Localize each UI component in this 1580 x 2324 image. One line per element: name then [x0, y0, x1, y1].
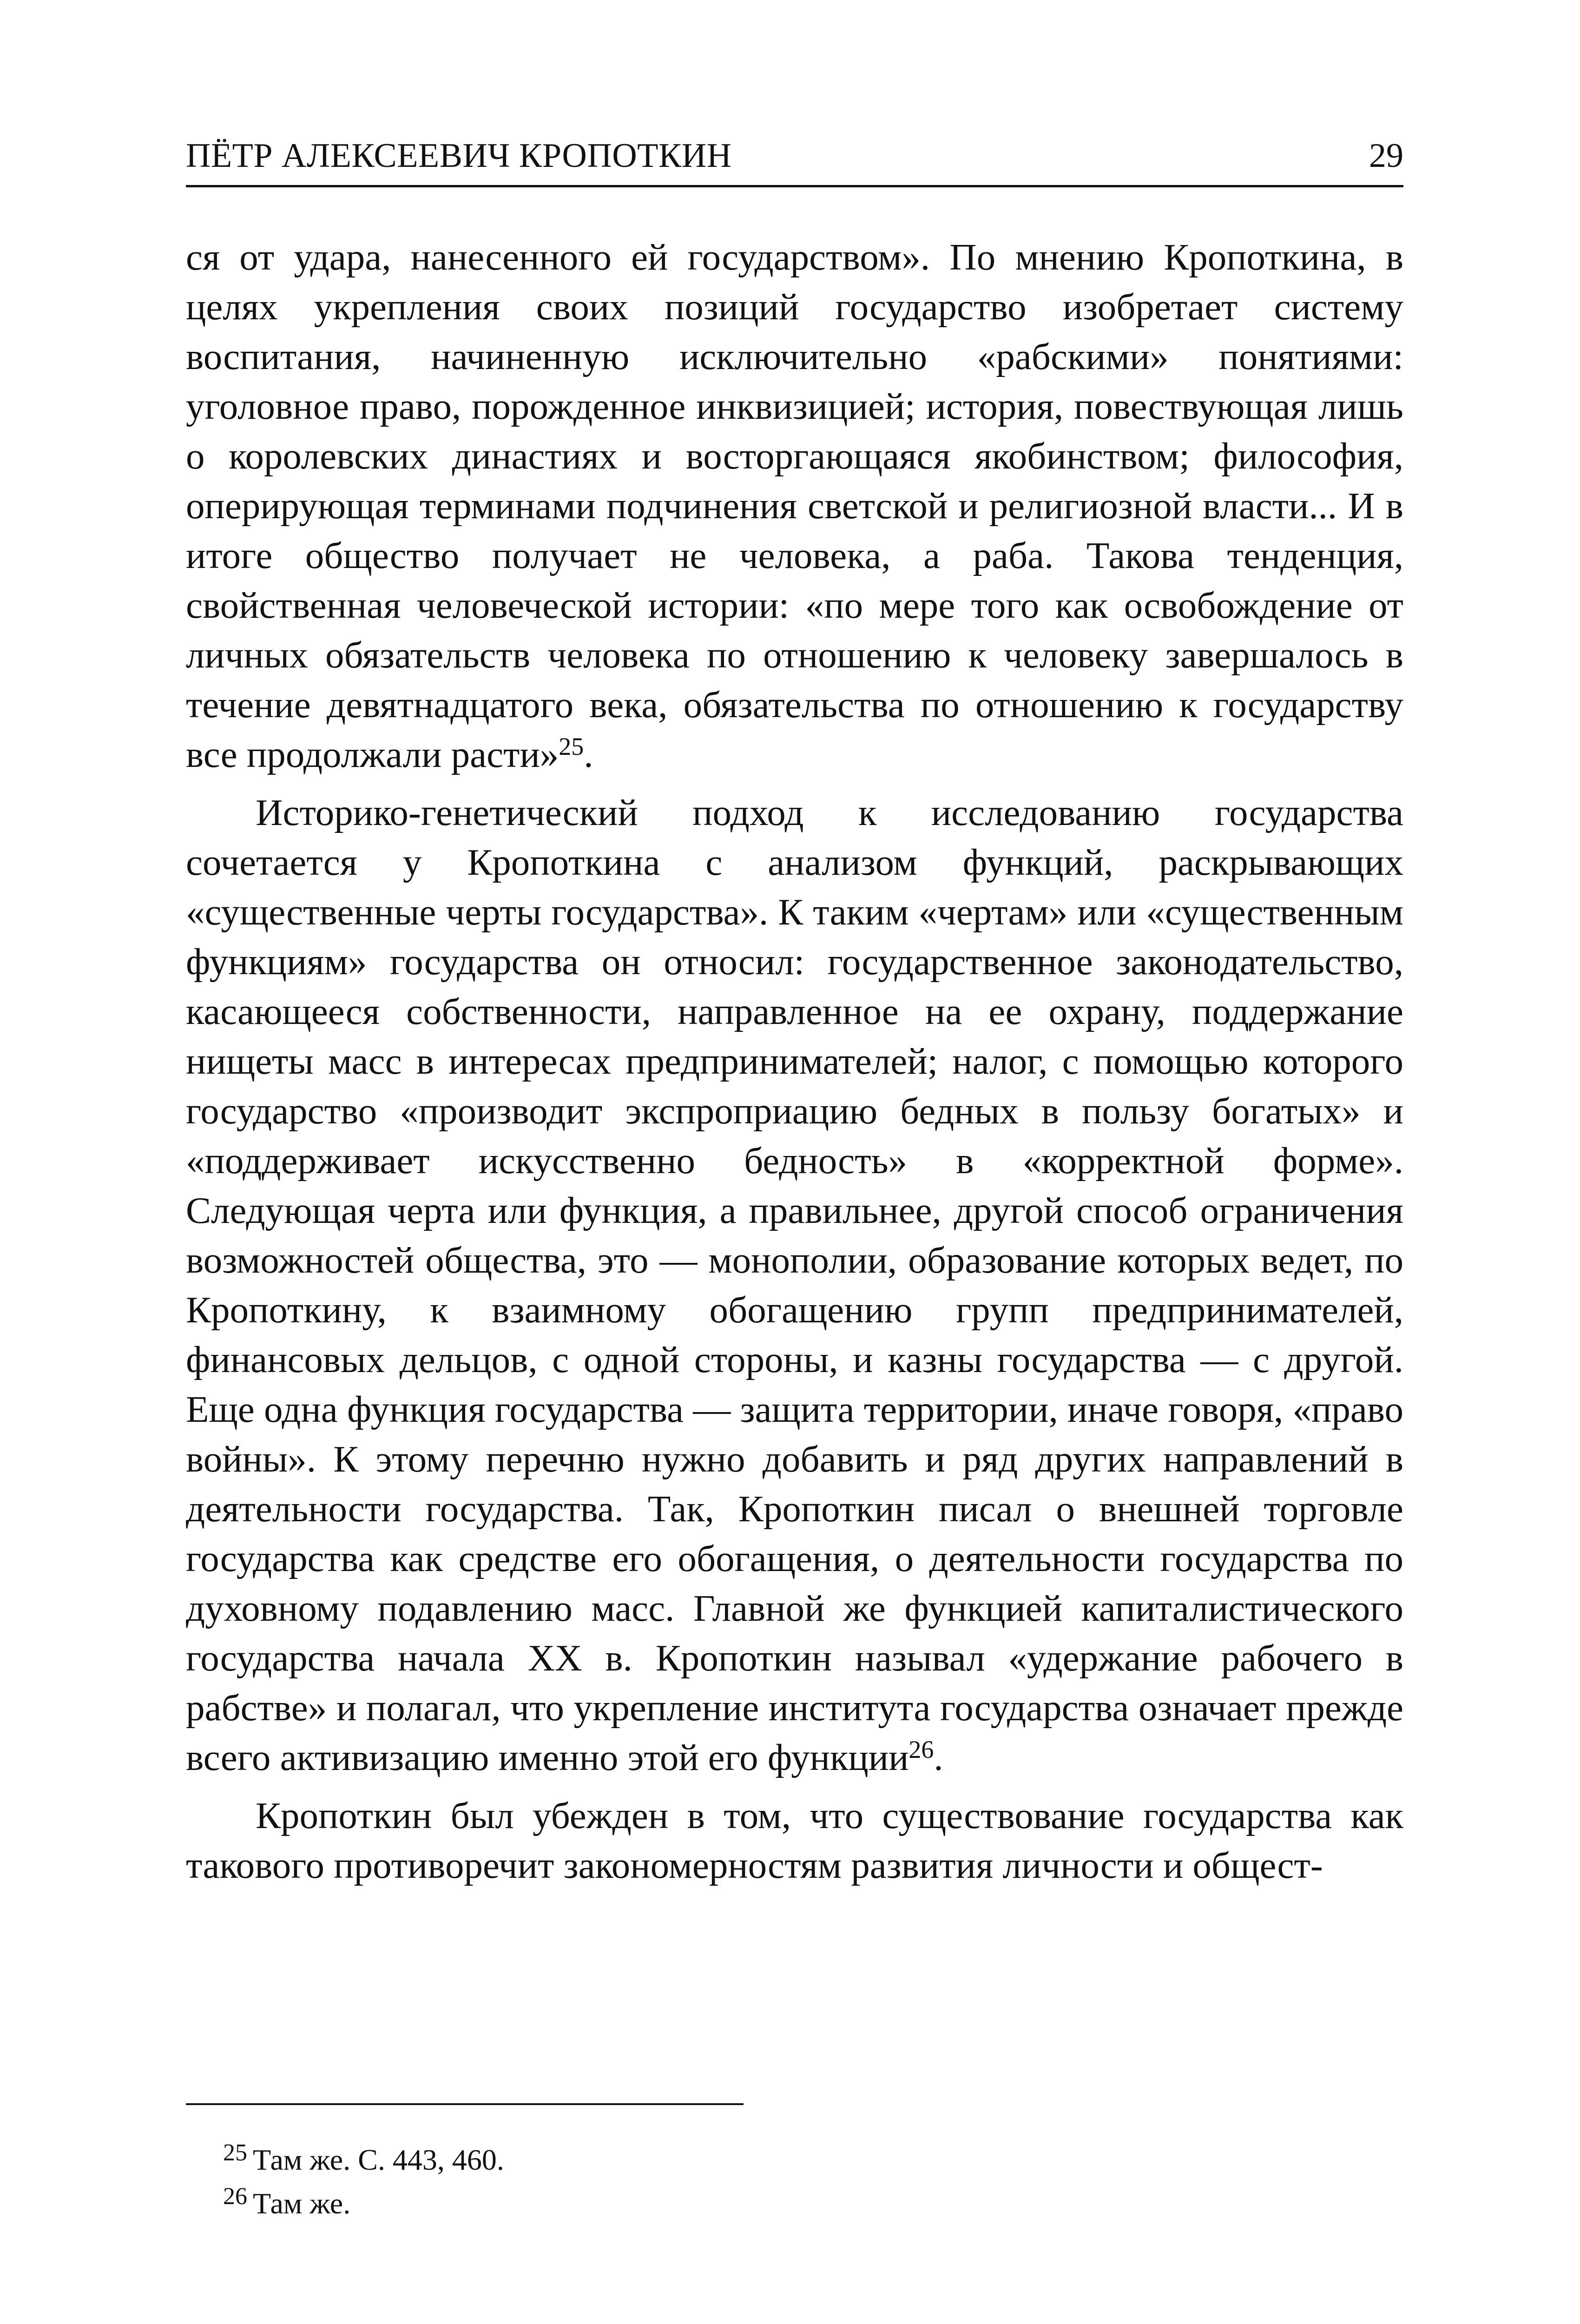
footnote-number: 26 [223, 2183, 247, 2210]
footnote-26 [223, 2182, 1403, 2225]
running-title: ПЁТР АЛЕКСЕЕВИЧ КРОПОТКИН [186, 137, 732, 175]
footnote-text: Там же. С. 443, 460. [253, 2143, 504, 2176]
page-number: 29 [1369, 137, 1403, 175]
header-rule [186, 185, 1403, 187]
main-text [186, 232, 1403, 1890]
running-header [186, 125, 1403, 186]
paragraph-2 [186, 788, 1403, 1783]
footnote-text: Там же. [253, 2187, 351, 2220]
footnote-ref-25[interactable]: 25 [559, 733, 584, 760]
footnote-number: 25 [223, 2139, 247, 2166]
paragraph-1-text: ся от удара, нанесенного ей государством». По мнению Кропоткина, в целях укрепления своих позиций государство изобретает систему воспитания, начиненную исключительно «рабскими» понятиями: уголовное право, порожденное инквизицией; история, повествующая лишь о королевских династиях и восторгающаяся якобинством; философия, оперирующая терминами подчинения светской и религиозной власти... И в итоге общество получает не человека, а раба. Такова тенденция, свойственная человеческой истории: «по мере того как освобождение от личных обязательств человека по отношению к человеку завершалось в течение девятнадцатого века, обязательства по отношению к государству все продолжали расти» [186, 236, 1403, 775]
footnote-25 [223, 2138, 1403, 2182]
footnotes [223, 2138, 1403, 2225]
footnote-ref-26[interactable]: 26 [908, 1736, 934, 1763]
paragraph-1-tail: . [584, 733, 593, 775]
paragraph-2-text: Историко-генетический подход к исследованию государства сочетается у Кропоткина с анализом функций, раскрывающих «существенные черты государства». К таким «чертам» или «существенным функциям» государства он относил: государственное законодательство, касающееся собственности, направленное на ее охрану, поддержание нищеты масс в интересах предпринимателей; налог, с помощью которого государство «производит экспроприацию бедных в пользу богатых» и «поддерживает искусственно бедность» в «корректной форме». Следующая черта или функция, а правильнее, другой способ ограничения возможностей общества, это — монополии, образование которых ведет, по Кропоткину, к взаимному обогащению групп предпринимателей, финансовых дельцов, с одной стороны, и казны государства — с другой. Еще одна функция государства — защита территории, иначе говоря, «право войны». К этому перечню нужно добавить и ряд других направлений в деятельности государства. Так, Кропоткин писал о внешней торговле государства как средстве его обогащения, о деятельности государства по духовному подавлению масс. Главной же функцией капиталистического государства начала XX в. Кропоткин называл «удержание рабочего в рабстве» и полагал, что укрепление института государства означает прежде всего активизацию именно этой его функции [186, 792, 1403, 1778]
paragraph-3 [186, 1791, 1403, 1890]
paragraph-3-text: Кропоткин был убежден в том, что существование государства как такового противоречит закономерностям развития личности и общест- [186, 1795, 1403, 1886]
footnote-rule [186, 2103, 744, 2105]
paragraph-1 [186, 232, 1403, 779]
paragraph-2-tail: . [934, 1736, 943, 1778]
